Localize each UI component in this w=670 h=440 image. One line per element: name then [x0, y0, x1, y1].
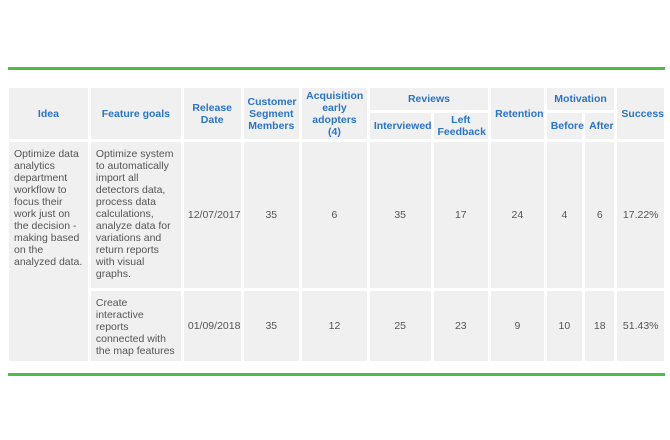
motivation-after-cell: 18	[585, 291, 614, 361]
bottom-divider	[8, 373, 665, 376]
motivation-before-cell: 4	[547, 142, 582, 288]
interviewed-cell: 35	[370, 142, 431, 288]
release-date-cell: 12/07/2017	[184, 142, 241, 288]
retention-cell: 24	[491, 142, 544, 288]
header-interviewed: Interviewed	[370, 113, 431, 139]
header-left-feedback: Left Feedback	[434, 113, 489, 139]
feature-table	[6, 85, 667, 364]
header-idea: Idea	[9, 88, 88, 139]
retention-cell: 9	[491, 291, 544, 361]
customer-segment-cell: 35	[244, 142, 300, 288]
header-customer-segment: Customer Segment Members	[244, 88, 300, 139]
top-divider	[8, 67, 665, 70]
header-retention: Retention	[491, 88, 544, 139]
acquisition-cell: 6	[302, 142, 367, 288]
idea-cell: Optimize data analytics department workflow to focus their work just on the decision - making based on the analyzed data.	[9, 142, 88, 361]
header-acquisition: Acquisition early adopters (4)	[302, 88, 367, 139]
header-release-date: Release Date	[184, 88, 241, 139]
success-cell: 51.43%	[617, 291, 664, 361]
left-feedback-cell: 17	[434, 142, 489, 288]
header-before: Before	[547, 113, 582, 139]
header-success: Success	[617, 88, 664, 139]
header-after: After	[585, 113, 614, 139]
header-feature-goals: Feature goals	[91, 88, 181, 139]
motivation-before-cell: 10	[547, 291, 582, 361]
success-cell: 17.22%	[617, 142, 664, 288]
interviewed-cell: 25	[370, 291, 431, 361]
customer-segment-cell: 35	[244, 291, 300, 361]
release-date-cell: 01/09/2018	[184, 291, 241, 361]
header-row	[9, 88, 664, 110]
header-motivation: Motivation	[547, 88, 615, 110]
motivation-after-cell: 6	[585, 142, 614, 288]
header-reviews: Reviews	[370, 88, 488, 110]
table-row	[9, 291, 664, 361]
left-feedback-cell: 23	[434, 291, 489, 361]
feature-goals-cell: Optimize system to automatically import all detectors data, process data calculations, analyze data for variations and return reports with visual graphs.	[91, 142, 181, 288]
feature-goals-cell: Create interactive reports connected with the map features	[91, 291, 181, 361]
acquisition-cell: 12	[302, 291, 367, 361]
table-row	[9, 142, 664, 288]
